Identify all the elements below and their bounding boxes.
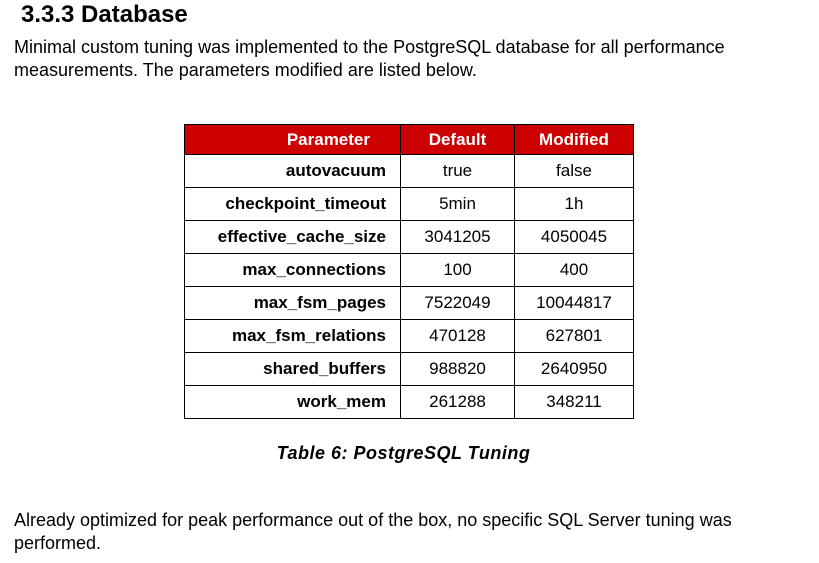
default-value-cell: 5min xyxy=(401,188,515,221)
param-name-cell: max_fsm_pages xyxy=(185,287,401,320)
param-name-cell: max_fsm_relations xyxy=(185,320,401,353)
table-row xyxy=(185,353,634,386)
table-row xyxy=(185,221,634,254)
param-name-cell: shared_buffers xyxy=(185,353,401,386)
param-name-cell: checkpoint_timeout xyxy=(185,188,401,221)
table-row xyxy=(185,254,634,287)
default-value-cell: true xyxy=(401,155,515,188)
param-name-cell: effective_cache_size xyxy=(185,221,401,254)
default-value-cell: 100 xyxy=(401,254,515,287)
default-value-cell: 7522049 xyxy=(401,287,515,320)
modified-value-cell: false xyxy=(515,155,634,188)
modified-value-cell: 348211 xyxy=(515,386,634,419)
modified-value-cell: 627801 xyxy=(515,320,634,353)
modified-value-cell: 10044817 xyxy=(515,287,634,320)
table-row xyxy=(185,320,634,353)
default-value-cell: 3041205 xyxy=(401,221,515,254)
table-row xyxy=(185,188,634,221)
modified-value-cell: 400 xyxy=(515,254,634,287)
section-heading: 3.3.3 Database xyxy=(21,1,188,28)
modified-value-cell: 1h xyxy=(515,188,634,221)
closing-paragraph: Already optimized for peak performance out of the box, no specific SQL Server tuning was performed. xyxy=(14,510,732,553)
column-header-default: Default xyxy=(401,125,515,155)
table-header-row xyxy=(185,125,634,155)
column-header-parameter: Parameter xyxy=(185,125,401,155)
column-header-modified: Modified xyxy=(515,125,634,155)
default-value-cell: 988820 xyxy=(401,353,515,386)
intro-paragraph: Minimal custom tuning was implemented to the PostgreSQL database for all performance measurements. The parameters modified are listed below. xyxy=(14,37,725,80)
modified-value-cell: 2640950 xyxy=(515,353,634,386)
default-value-cell: 261288 xyxy=(401,386,515,419)
modified-value-cell: 4050045 xyxy=(515,221,634,254)
default-value-cell: 470128 xyxy=(401,320,515,353)
table-caption: Table 6: PostgreSQL Tuning xyxy=(276,443,531,463)
table-row xyxy=(185,155,634,188)
table-row xyxy=(185,386,634,419)
param-name-cell: work_mem xyxy=(185,386,401,419)
param-name-cell: autovacuum xyxy=(185,155,401,188)
table-row xyxy=(185,287,634,320)
postgresql-tuning-table xyxy=(184,124,634,419)
param-name-cell: max_connections xyxy=(185,254,401,287)
